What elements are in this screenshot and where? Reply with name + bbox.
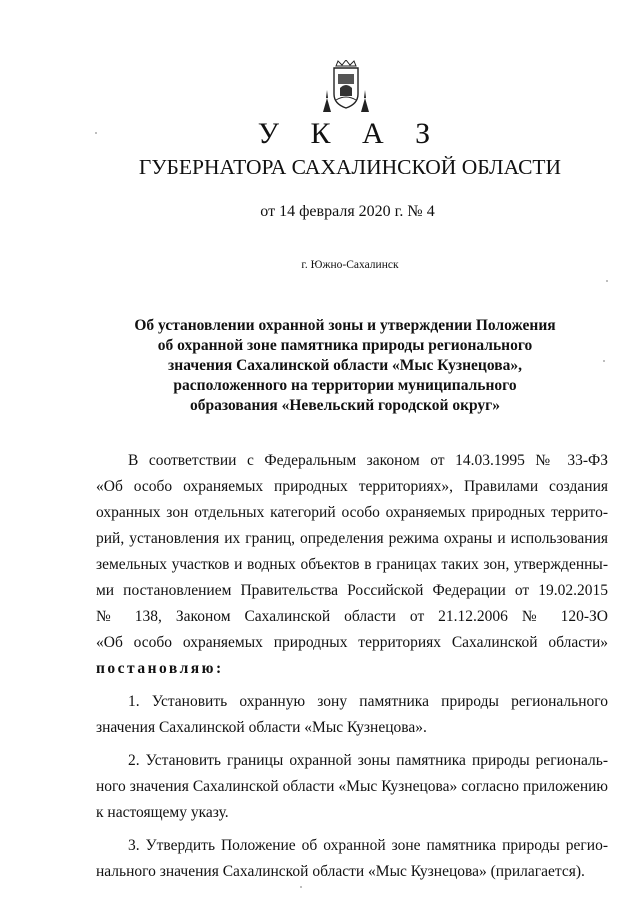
scan-speck xyxy=(300,886,302,888)
preamble-line: В соответствии с Федеральным законом от 14.03.1995 № 33-ФЗ xyxy=(128,452,608,469)
item-line: 1. Установить охранную зону памятника природы регионального xyxy=(128,693,608,710)
item-line: 3. Утвердить Положение об охранной зоне памятника природы регио- xyxy=(128,837,608,854)
document-subject xyxy=(110,316,580,416)
issue-city: г. Южно-Сахалинск xyxy=(301,259,399,271)
item-3-paragraph xyxy=(96,833,608,885)
coat-of-arms-emblem xyxy=(318,60,374,114)
item-line: к настоящему указу. xyxy=(96,804,229,821)
preamble-line: рий, установления их границ, определения режима охраны и использования xyxy=(96,530,608,547)
document-date-number: от 14 февраля 2020 г. № 4 xyxy=(260,203,435,220)
preamble-line: охранных зон отдельных категорий особо охраняемых природных террито- xyxy=(96,504,608,521)
document-title: У К А З xyxy=(257,117,443,150)
scan-speck xyxy=(603,360,605,362)
item-line: значения Сахалинской области «Мыс Кузнецова». xyxy=(96,719,427,736)
preamble-paragraph xyxy=(96,448,608,682)
decree-word: постановляю: xyxy=(96,660,224,677)
preamble-line: ми постановлением Правительства Российской Федерации от 19.02.2015 xyxy=(96,582,608,599)
subject-line: значения Сахалинской области «Мыс Кузнецова», xyxy=(168,357,522,374)
preamble-line: № 138, Законом Сахалинской области от 21.12.2006 № 120-ЗО xyxy=(96,608,608,625)
item-2-paragraph xyxy=(96,748,608,826)
document-body xyxy=(96,448,608,885)
subject-line: Об установлении охранной зоны и утверждении Положения xyxy=(134,317,556,334)
issuing-authority: ГУБЕРНАТОРА САХАЛИНСКОЙ ОБЛАСТИ xyxy=(138,155,562,179)
subject-line: образования «Невельский городской округ» xyxy=(190,397,500,414)
preamble-line: земельных участков и водных объектов в границах таких зон, утвержденны- xyxy=(96,556,608,573)
subject-line: расположенного на территории муниципального xyxy=(173,377,517,394)
subject-line: об охранной зоне памятника природы регионального xyxy=(157,337,533,354)
preamble-line: «Об особо охраняемых природных территориях Сахалинской области» xyxy=(96,634,608,651)
item-line: 2. Установить границы охранной зоны памятника природы региональ- xyxy=(128,752,608,769)
scan-speck xyxy=(95,132,97,134)
item-1-paragraph xyxy=(96,689,608,741)
item-line: нального значения Сахалинской области «Мыс Кузнецова» (прилагается). xyxy=(96,863,585,880)
scan-speck xyxy=(606,280,608,282)
preamble-line: «Об особо охраняемых природных территориях», Правилами создания xyxy=(96,478,608,495)
item-line: ного значения Сахалинской области «Мыс Кузнецова» согласно приложению xyxy=(96,778,608,795)
